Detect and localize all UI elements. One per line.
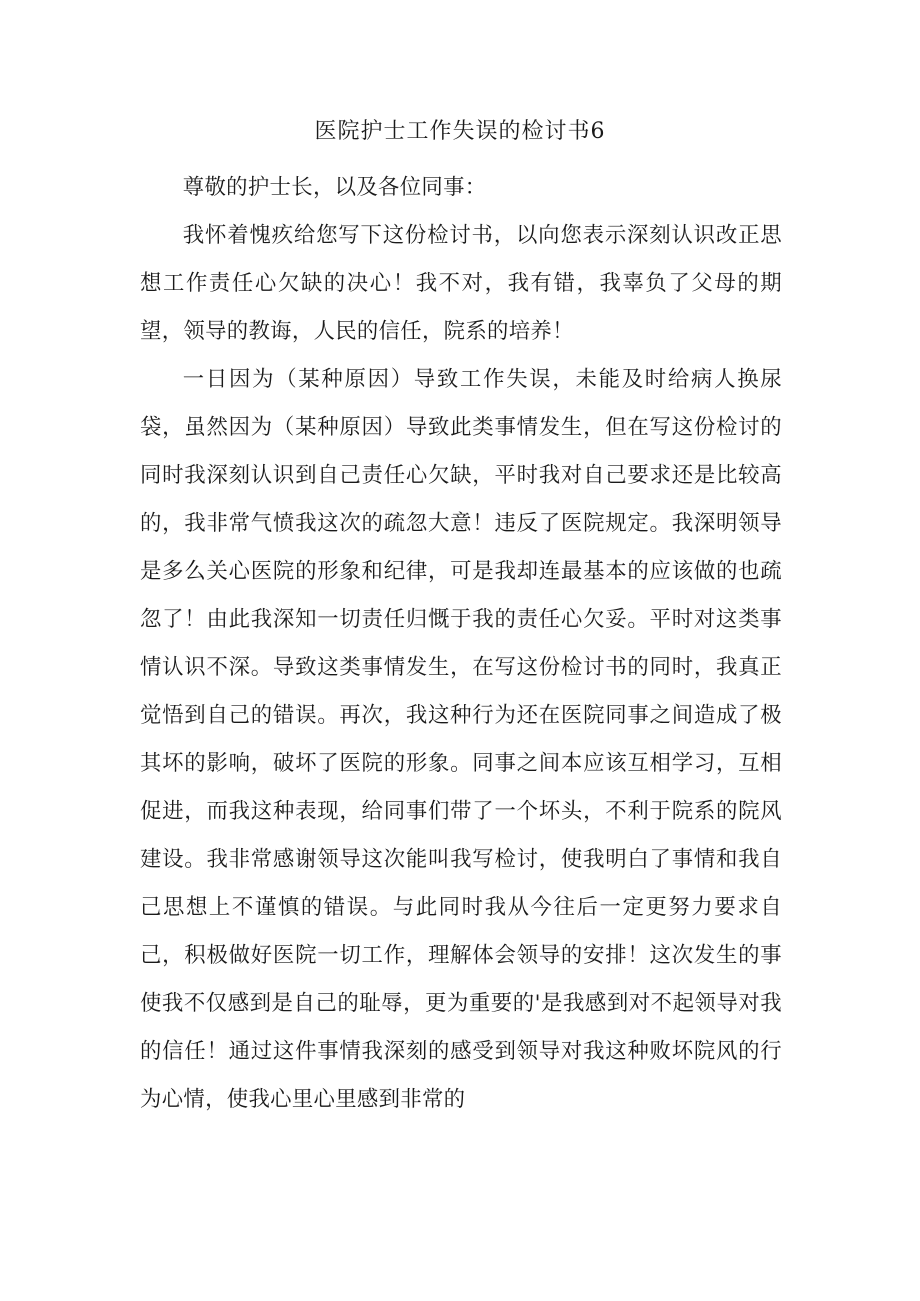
document-title: 医院护士工作失误的检讨书6: [314, 119, 606, 144]
document-body: [140, 164, 782, 1124]
main-paragraph: 一日因为（某种原因）导致工作失误，未能及时给病人换尿袋，虽然因为（某种原因）导致此类事情发生，但在写这份检讨的同时我深刻认识到自己责任心欠缺，平时我对自己要求还是比较高的，我非常气愤我这次的疏忽大意！违反了医院规定。我深明领导是多么关心医院的形象和纪律，可是我却连最基本的应该做的也疏忽了！由此我深知一切责任归慨于我的责任心欠妥。平时对这类事情认识不深。导致这类事情发生，在写这份检讨书的同时，我真正觉悟到自己的错误。再次，我这种行为还在医院同事之间造成了极其坏的影响，破坏了医院的形象。同事之间本应该互相学习，互相促进，而我这种表现，给同事们带了一个坏头，不利于院系的院风建设。我非常感谢领导这次能叫我写检讨，使我明白了事情和我自己思想上不谨慎的错误。与此同时我从今往后一定更努力要求自己，积极做好医院一切工作，理解体会领导的安排！这次发生的事使我不仅感到是自己的耻辱，更为重要的'是我感到对不起领导对我的信任！通过这件事情我深刻的感受到领导对我这种败坏院风的行为心情，使我心里心里感到非常的: [140, 367, 782, 1112]
intro-paragraph: 我怀着愧疚给您写下这份检讨书，以向您表示深刻认识改正思想工作责任心欠缺的决心！我不对，我有错，我辜负了父母的期望，领导的教诲，人民的信任，院系的培养！: [140, 223, 782, 344]
salutation-paragraph: 尊敬的护士长，以及各位同事：: [182, 175, 487, 200]
